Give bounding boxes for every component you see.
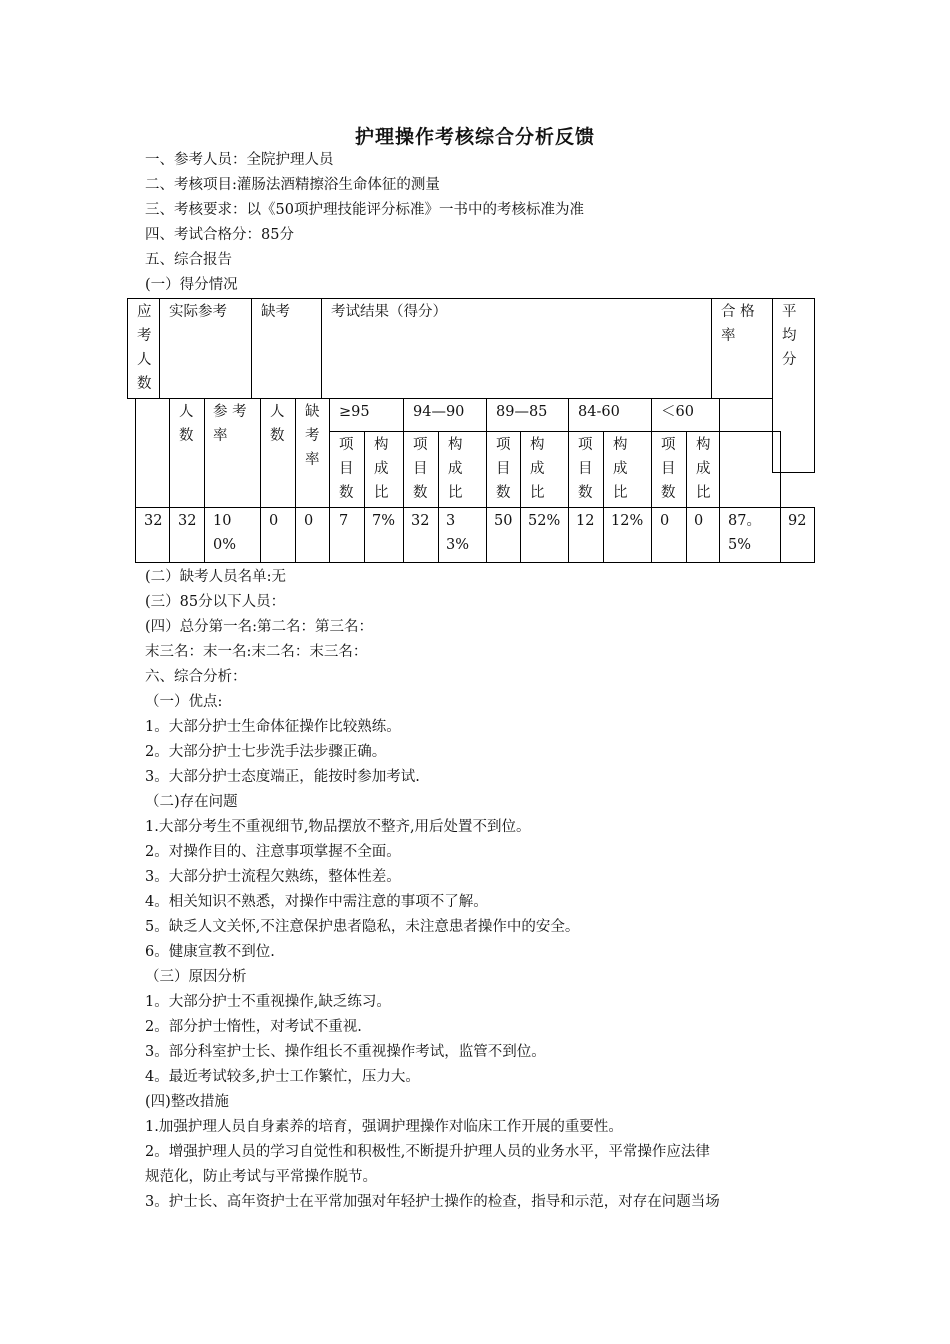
- body-line: 3。护士长、高年资护士在平常加强对年轻护士操作的检查，指导和示范，对存在问题当场: [145, 1194, 720, 1210]
- header-average: 平均分: [782, 304, 797, 368]
- range-label: ≥95: [339, 404, 370, 420]
- header-ratio: 构成比: [530, 437, 545, 501]
- body-line: 2。增强护理人员的学习自觉性和积极性,不断提升护理人员的业务水平，平常操作应法律: [145, 1144, 710, 1160]
- header-attend-rate: 参 考率: [213, 404, 247, 444]
- body-line: 末三名：末一名:末二名：末三名：: [145, 644, 368, 660]
- header-ratio: 构成比: [613, 437, 628, 501]
- header-actual: 实际参考: [169, 304, 227, 320]
- header-item-count: 项目数: [661, 437, 676, 501]
- body-line: 2。部分护士惰性，对考试不重视.: [145, 1019, 362, 1035]
- body-line: (四）总分第一名:第二名：第三名：: [145, 619, 374, 635]
- header-absent-count: 人数: [270, 404, 285, 444]
- value-pass-rate: 87。5%: [728, 513, 761, 553]
- intro-line: (一）得分情况: [145, 277, 238, 293]
- intro-line: 四、考试合格分：85分: [145, 227, 294, 243]
- header-total: 应考人数: [137, 304, 152, 392]
- value-total: 32: [144, 513, 163, 529]
- body-line: 2。大部分护士七步洗手法步骤正确。: [145, 744, 387, 760]
- body-line: 1.加强护理人员自身素养的培育，强调护理操作对临床工作开展的重要性。: [145, 1119, 623, 1135]
- body-line: (四)整改措施: [145, 1094, 229, 1110]
- band-count: 32: [411, 513, 430, 529]
- intro-line: 一、参考人员：全院护理人员: [145, 152, 334, 168]
- body-line: 3。大部分护士流程欠熟练，整体性差。: [145, 869, 401, 885]
- value-absent-rate: 0: [304, 513, 314, 529]
- value-actual-count: 32: [178, 513, 197, 529]
- body-line: （三）原因分析: [145, 969, 247, 985]
- header-item-count: 项目数: [413, 437, 428, 501]
- band-ratio: 12%: [611, 513, 644, 529]
- header-item-count: 项目数: [339, 437, 354, 501]
- body-line: 六、综合分析：: [145, 669, 247, 685]
- range-label: ＜60: [661, 404, 694, 420]
- range-label: 94—90: [413, 404, 465, 420]
- header-result: 考试结果（得分）: [331, 304, 447, 320]
- value-absent-count: 0: [269, 513, 279, 529]
- intro-line: 三、考核要求：以《50项护理技能评分标准》一书中的考核标准为准: [145, 202, 584, 218]
- cell-empty: [135, 398, 170, 508]
- body-line: 1。大部分护士生命体征操作比较熟练。: [145, 719, 401, 735]
- band-count: 0: [660, 513, 670, 529]
- value-attend-rate: 100%: [213, 513, 237, 553]
- intro-line: 五、综合报告: [145, 252, 232, 268]
- header-absent-rate: 缺考率: [305, 404, 320, 468]
- range-label: 84-60: [578, 404, 620, 420]
- header-ratio: 构成比: [696, 437, 711, 501]
- body-line: (三）85分以下人员：: [145, 594, 286, 610]
- body-line: (二）缺考人员名单:无: [145, 569, 287, 585]
- intro-line: 二、考核项目:灌肠法酒精擦浴生命体征的测量: [145, 177, 440, 193]
- band-count: 50: [494, 513, 513, 529]
- body-line: 1。大部分护士不重视操作,缺乏练习。: [145, 994, 391, 1010]
- band-count: 12: [576, 513, 595, 529]
- cell-empty: [719, 431, 781, 508]
- body-line: 6。健康宣教不到位.: [145, 944, 275, 960]
- body-line: 规范化，防止考试与平常操作脱节。: [145, 1169, 377, 1185]
- band-ratio: 33%: [446, 513, 470, 553]
- header-pass-rate: 合 格率: [721, 304, 755, 344]
- header-item-count: 项目数: [578, 437, 593, 501]
- range-label: 89—85: [496, 404, 548, 420]
- body-line: （一）优点:: [145, 694, 223, 710]
- document-title: 护理操作考核综合分析反馈: [354, 126, 595, 148]
- body-line: 4。最近考试较多,护士工作繁忙，压力大。: [145, 1069, 420, 1085]
- header-item-count: 项目数: [496, 437, 511, 501]
- value-average: 92: [788, 513, 807, 529]
- body-line: 2。对操作目的、注意事项掌握不全面。: [145, 844, 401, 860]
- body-line: 3。部分科室护士长、操作组长不重视操作考试，监管不到位。: [145, 1044, 546, 1060]
- header-ratio: 构成比: [374, 437, 389, 501]
- body-line: （二)存在问题: [145, 794, 238, 810]
- header-ratio: 构成比: [448, 437, 463, 501]
- body-line: 1.大部分考生不重视细节,物品摆放不整齐,用后处置不到位。: [145, 819, 531, 835]
- header-count: 人数: [179, 404, 194, 444]
- body-line: 4。相关知识不熟悉，对操作中需注意的事项不了解。: [145, 894, 488, 910]
- cell-empty: [719, 398, 773, 432]
- body-line: 5。缺乏人文关怀,不注意保护患者隐私，未注意患者操作中的安全。: [145, 919, 580, 935]
- band-ratio: 0: [694, 513, 704, 529]
- band-ratio: 7%: [372, 513, 396, 529]
- band-ratio: 52%: [528, 513, 561, 529]
- header-absent: 缺考: [261, 304, 290, 320]
- body-line: 3。大部分护士态度端正，能按时参加考试.: [145, 769, 420, 785]
- band-count: 7: [339, 513, 349, 529]
